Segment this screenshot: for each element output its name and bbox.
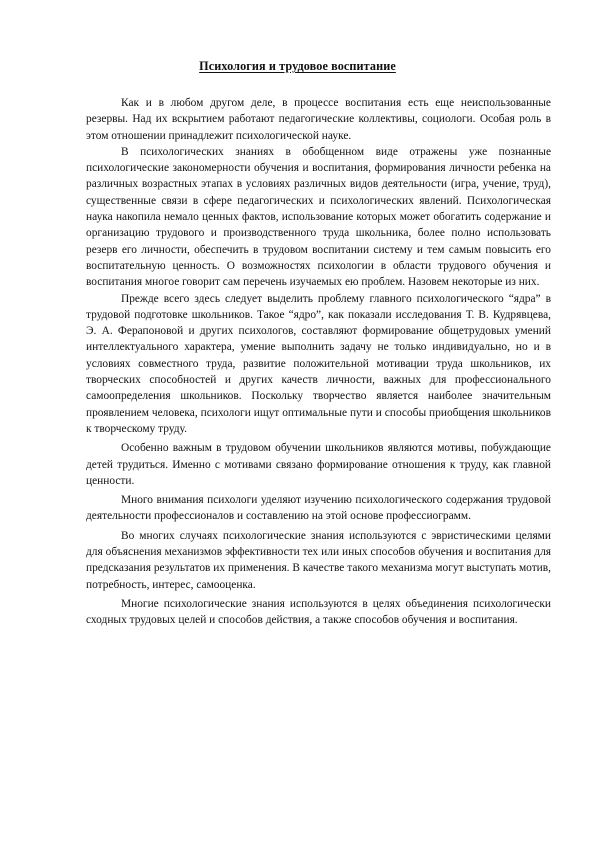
paragraph-2: В психологических знаниях в обобщенном виде отражены уже познанные психологические закономерности обучения и воспитания, формирования личности ребенка на различных возрастных этапах в условиях различных видов деятельности (игра, учение, труд), существенные связи в сфере педагогических и психологических явлений. Психологическая наука накопила немало ценных фактов, использование которых может обогатить содержание и организацию трудового и производственного труда школьника, более полно использовать резерв его личности, обеспечить в трудовом воспитании систему и тем самым повысить его воспитательную ценность. О возможностях психологии в области трудового обучения и воспитания многое говорит сам перечень изучаемых ею проблем. Назовем некоторые из них. xyxy=(86,145,551,289)
paragraph-5: Много внимания психологи уделяют изучению психологического содержания трудовой деятельности профессионалов и составлению на этой основе профессиограмм. xyxy=(86,494,551,523)
paragraph-7: Многие психологические знания используются в целях объединения психологически сходных трудовых целей и способов действия, а также способов обучения и воспитания. xyxy=(86,597,551,627)
paragraph-4: Особенно важным в трудовом обучении школьников являются мотивы, побуждающие детей трудиться. Именно с мотивами связано формирование отношения к труду, как главной ценности. xyxy=(86,442,551,487)
paragraph-1: Как и в любом другом деле, в процессе воспитания есть еще неиспользованные резервы. Над их вскрытием работают педагогические коллективы, социологи. Особая роль в этом отношении принадлежит психологической науке. xyxy=(86,97,551,142)
document-body xyxy=(86,95,551,629)
document-title: Психология и трудовое воспитание xyxy=(199,59,396,73)
paragraph-6: Во многих случаях психологические знания используются с эвристическими целями для объяснения механизмов эффективности тех или иных способов обучения и воспитания для предсказания результатов их применения. В качестве такого механизма могут выступать мотив, потребность, интерес, самооценка. xyxy=(86,529,551,591)
paragraph-3: Прежде всего здесь следует выделить проблему главного психологического “ядра” в трудовой подготовке школьников. Такое “ядро”, как показали исследования Т. В. Кудрявцева, Э. А. Ферапоновой и других психологов, составляют формирование общетрудовых умений интеллектуального характера, умение выполнить задачу не только индивидуально, но и в условиях совместного труда, развитие положительной мотивации труда школьников, их творческих способностей и других качеств личности, важных для профессионального самоопределения школьников. Поскольку творчество является наиболее значительным проявлением человека, психологи ищут оптимальные пути и способы приобщения школьников к творческому труду. xyxy=(86,292,551,435)
